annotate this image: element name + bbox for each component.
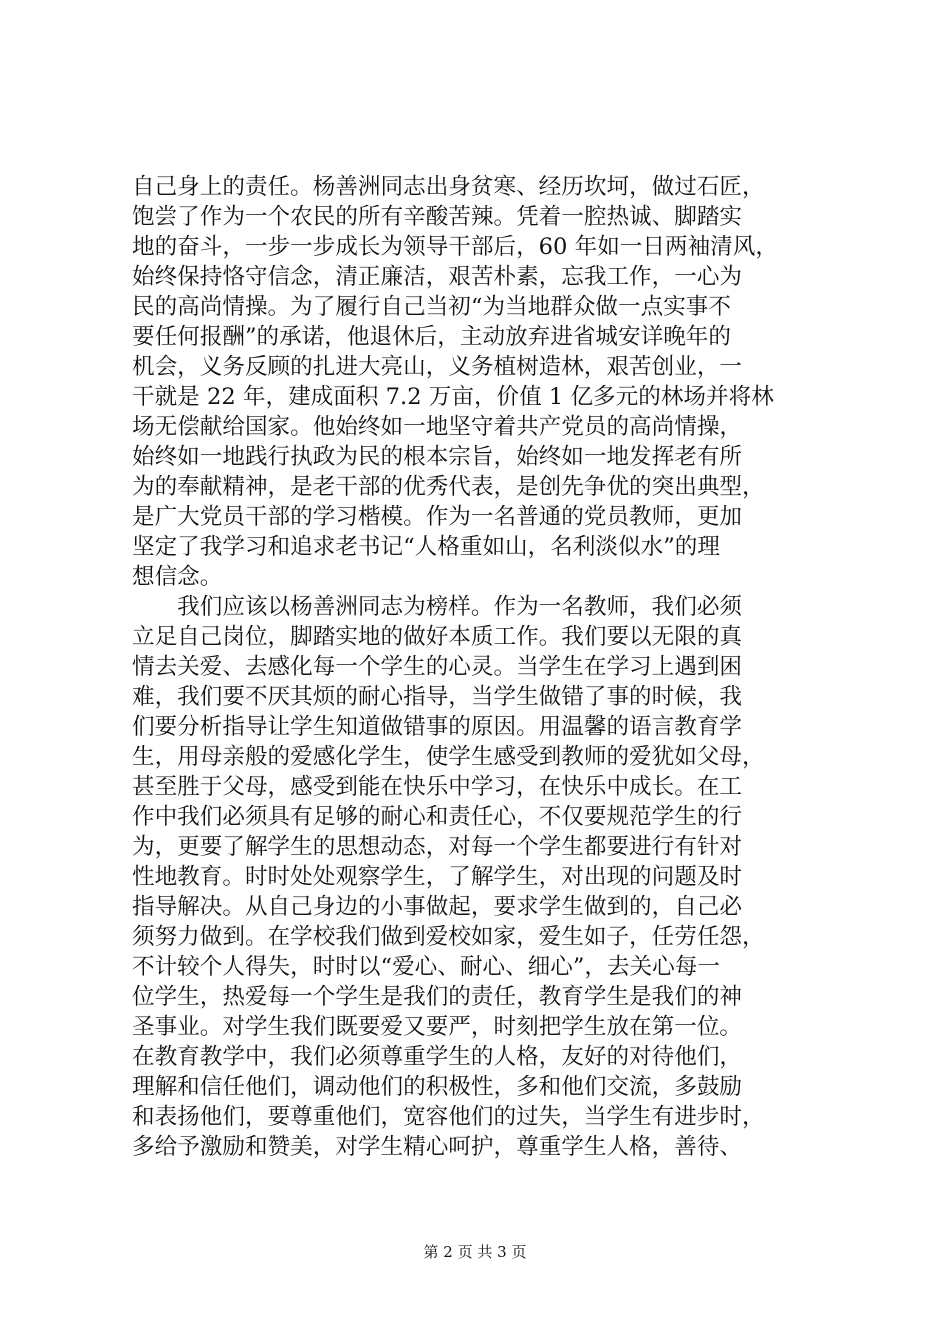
text-line: 民的高尚情操。为了履行自己当初“为当地群众做一点实事不 xyxy=(132,294,731,320)
page-footer: 第 2 页 共 3 页 xyxy=(423,1243,527,1261)
text-line: 和表扬他们，要尊重他们，宽容他们的过失，当学生有进步时， xyxy=(132,1104,765,1130)
text-line: 圣事业。对学生我们既要爱又要严，时刻把学生放在第一位。 xyxy=(132,1014,743,1040)
text-line: 情去关爱、去感化每一个学生的心灵。当学生在学习上遇到困 xyxy=(132,654,743,680)
text-line: 是广大党员干部的学习楷模。作为一名普通的党员教师，更加 xyxy=(132,504,743,530)
text-line: 理解和信任他们，调动他们的积极性，多和他们交流，多鼓励 xyxy=(132,1074,743,1100)
text-line: 为的奉献精神，是老干部的优秀代表，是创先争优的突出典型， xyxy=(132,474,765,500)
text-line: 不计较个人得失，时时以“爱心、耐心、细心”，去关心每一 xyxy=(132,954,720,980)
text-line: 须努力做到。在学校我们做到爱校如家，爱生如子，任劳任怨， xyxy=(132,924,765,950)
text-line: 自己身上的责任。杨善洲同志出身贫寒、经历坎坷，做过石匠， xyxy=(132,174,765,200)
text-line: 想信念。 xyxy=(132,564,223,590)
text-line: 饱尝了作为一个农民的所有辛酸苦辣。凭着一腔热诚、脚踏实 xyxy=(132,204,743,230)
text-line: 干就是 22 年，建成面积 7.2 万亩，价值 1 亿多元的林场并将林 xyxy=(132,384,774,410)
text-line: 指导解决。从自己身边的小事做起，要求学生做到的，自己必 xyxy=(132,894,743,920)
text-line: 地的奋斗，一步一步成长为领导干部后，60 年如一日两袖清风， xyxy=(132,234,778,260)
text-line: 场无偿献给国家。他始终如一地坚守着共产党员的高尚情操， xyxy=(132,414,743,440)
text-line: 甚至胜于父母，感受到能在快乐中学习，在快乐中成长。在工 xyxy=(132,774,743,800)
text-line: 立足自己岗位，脚踏实地的做好本质工作。我们要以无限的真 xyxy=(132,624,743,650)
text-line: 们要分析指导让学生知道做错事的原因。用温馨的语言教育学 xyxy=(132,714,743,740)
text-line: 坚定了我学习和追求老书记“人格重如山，名利淡似水”的理 xyxy=(132,534,720,560)
text-line: 在教育教学中，我们必须尊重学生的人格，友好的对待他们， xyxy=(132,1044,743,1070)
text-line: 生，用母亲般的爱感化学生，使学生感受到教师的爱犹如父母， xyxy=(132,744,765,770)
text-line: 始终如一地践行执政为民的根本宗旨，始终如一地发挥老有所 xyxy=(132,444,743,470)
text-line: 作中我们必须具有足够的耐心和责任心，不仅要规范学生的行 xyxy=(132,804,743,830)
text-line: 机会，义务反顾的扎进大亮山，义务植树造林，艰苦创业，一 xyxy=(132,354,743,380)
text-line: 我们应该以杨善洲同志为榜样。作为一名教师，我们必须 xyxy=(132,594,743,620)
text-line: 要任何报酬”的承诺，他退休后，主动放弃进省城安详晚年的 xyxy=(132,324,731,350)
body-text xyxy=(132,172,832,1162)
text-line: 始终保持恪守信念，清正廉洁，艰苦朴素，忘我工作，一心为 xyxy=(132,264,743,290)
text-line: 难，我们要不厌其烦的耐心指导，当学生做错了事的时候，我 xyxy=(132,684,743,710)
text-line: 位学生，热爱每一个学生是我们的责任，教育学生是我们的神 xyxy=(132,984,743,1010)
text-line: 为，更要了解学生的思想动态，对每一个学生都要进行有针对 xyxy=(132,834,743,860)
text-line: 多给予激励和赞美，对学生精心呵护，尊重学生人格，善待、 xyxy=(132,1134,743,1160)
text-line: 性地教育。时时处处观察学生，了解学生，对出现的问题及时 xyxy=(132,864,743,890)
